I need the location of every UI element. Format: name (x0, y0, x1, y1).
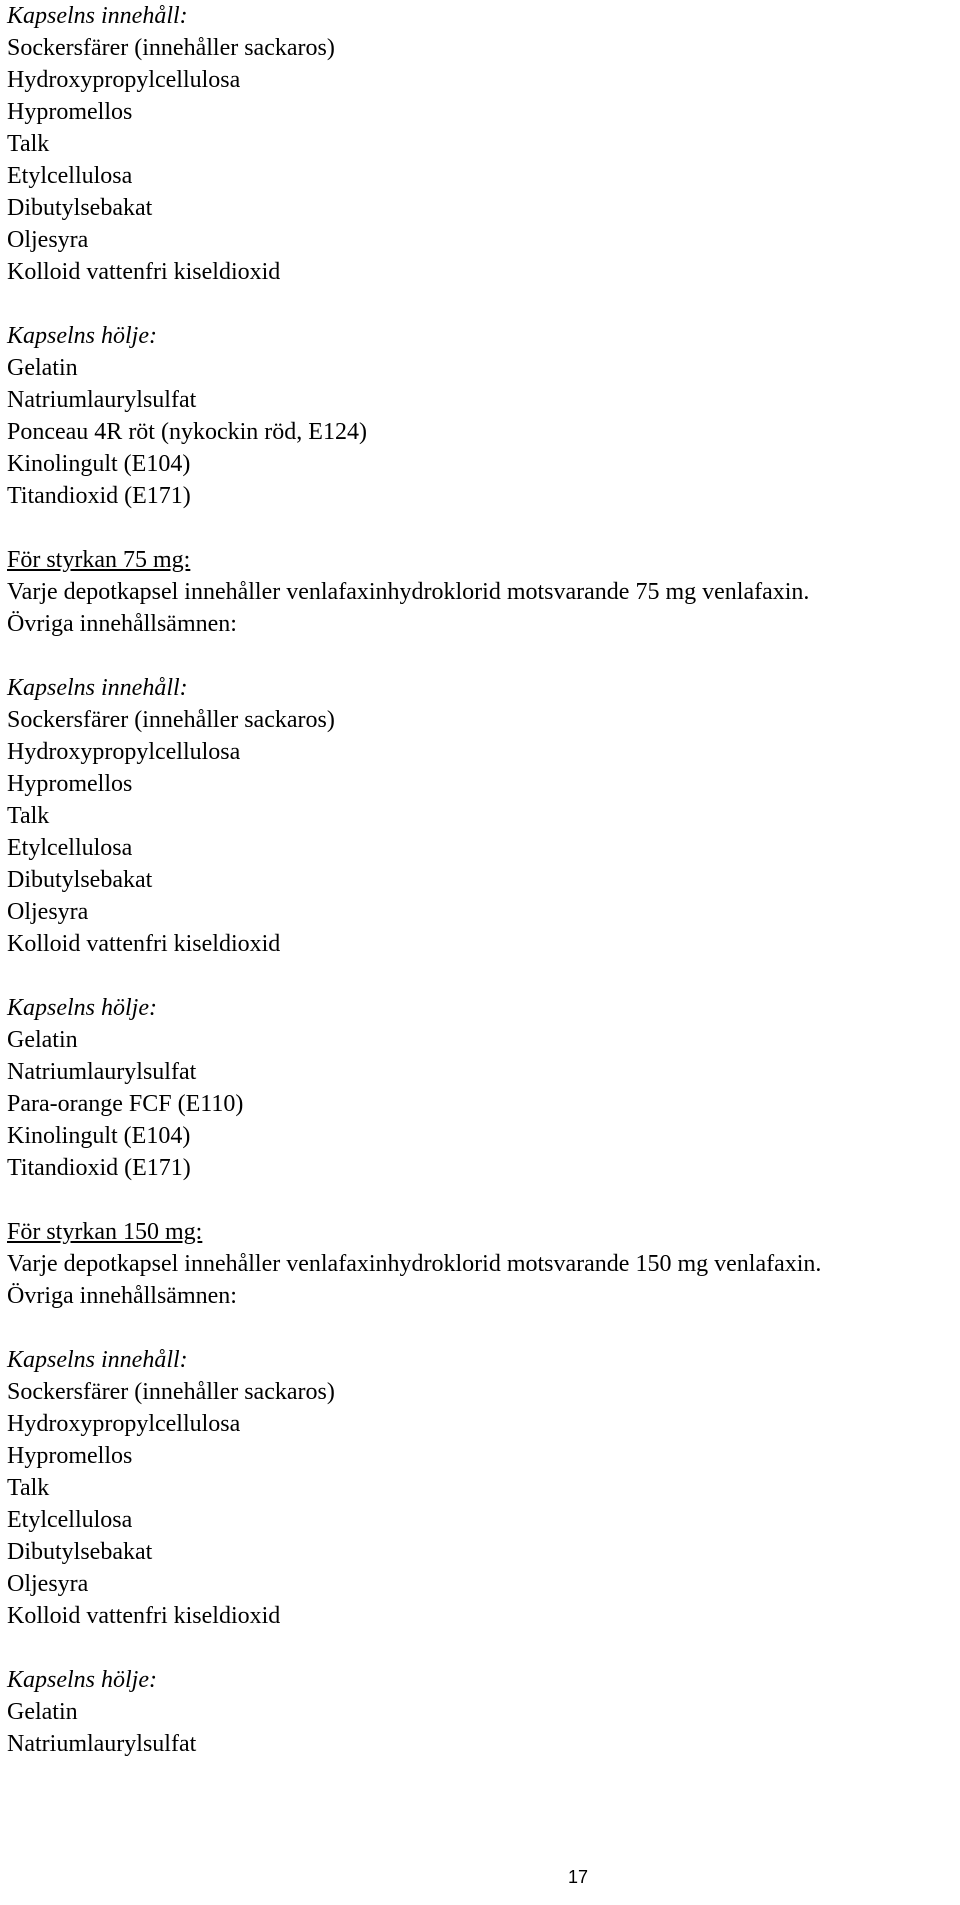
ingredient-item: Oljesyra (7, 899, 89, 925)
shell-item: Natriumlaurylsulfat (7, 1731, 197, 1757)
capsule-shell-heading: Kapselns hölje: (7, 323, 157, 349)
shell-item: Titandioxid (E171) (7, 1155, 191, 1181)
shell-item: Kinolingult (E104) (7, 1123, 191, 1149)
capsule-contents-heading: Kapselns innehåll: (7, 675, 188, 701)
capsule-shell-heading: Kapselns hölje: (7, 1667, 157, 1693)
strength-heading: För styrkan 75 mg: (7, 547, 191, 573)
shell-item: Ponceau 4R röt (nykockin röd, E124) (7, 419, 367, 445)
ingredient-item: Hypromellos (7, 771, 133, 797)
capsule-contents-heading: Kapselns innehåll: (7, 1347, 188, 1373)
shell-item: Para-orange FCF (E110) (7, 1091, 244, 1117)
ingredient-item: Kolloid vattenfri kiseldioxid (7, 931, 281, 957)
capsule-shell-heading: Kapselns hölje: (7, 995, 157, 1021)
ingredient-item: Etylcellulosa (7, 163, 133, 189)
shell-item: Gelatin (7, 355, 78, 381)
shell-item: Natriumlaurylsulfat (7, 1059, 197, 1085)
ingredient-item: Sockersfärer (innehåller sackaros) (7, 1379, 335, 1405)
ingredient-item: Kolloid vattenfri kiseldioxid (7, 1603, 281, 1629)
ingredient-item: Hydroxypropylcellulosa (7, 67, 241, 93)
excipients-heading: Övriga innehållsämnen: (7, 611, 237, 637)
ingredient-item: Dibutylsebakat (7, 195, 153, 221)
shell-item: Gelatin (7, 1699, 78, 1725)
strength-text: Varje depotkapsel innehåller venlafaxinhydroklorid motsvarande 150 mg venlafaxin. (7, 1251, 822, 1277)
ingredient-item: Dibutylsebakat (7, 867, 153, 893)
ingredient-item: Dibutylsebakat (7, 1539, 153, 1565)
shell-item: Kinolingult (E104) (7, 451, 191, 477)
ingredient-item: Hydroxypropylcellulosa (7, 1411, 241, 1437)
ingredient-item: Oljesyra (7, 227, 89, 253)
ingredient-item: Talk (7, 803, 50, 829)
strength-text: Varje depotkapsel innehåller venlafaxinhydroklorid motsvarande 75 mg venlafaxin. (7, 579, 810, 605)
ingredient-item: Oljesyra (7, 1571, 89, 1597)
ingredient-item: Hypromellos (7, 1443, 133, 1469)
capsule-contents-heading: Kapselns innehåll: (7, 3, 188, 29)
ingredient-item: Sockersfärer (innehåller sackaros) (7, 35, 335, 61)
shell-item: Gelatin (7, 1027, 78, 1053)
excipients-heading: Övriga innehållsämnen: (7, 1283, 237, 1309)
shell-item: Natriumlaurylsulfat (7, 387, 197, 413)
ingredient-item: Hydroxypropylcellulosa (7, 739, 241, 765)
ingredient-item: Talk (7, 1475, 50, 1501)
ingredient-item: Sockersfärer (innehåller sackaros) (7, 707, 335, 733)
document-page (7, 0, 953, 1760)
ingredient-item: Talk (7, 131, 50, 157)
ingredient-item: Kolloid vattenfri kiseldioxid (7, 259, 281, 285)
page-number: 17 (567, 1867, 589, 1887)
ingredient-item: Etylcellulosa (7, 835, 133, 861)
ingredient-item: Etylcellulosa (7, 1507, 133, 1533)
ingredient-item: Hypromellos (7, 99, 133, 125)
strength-heading: För styrkan 150 mg: (7, 1219, 203, 1245)
shell-item: Titandioxid (E171) (7, 483, 191, 509)
